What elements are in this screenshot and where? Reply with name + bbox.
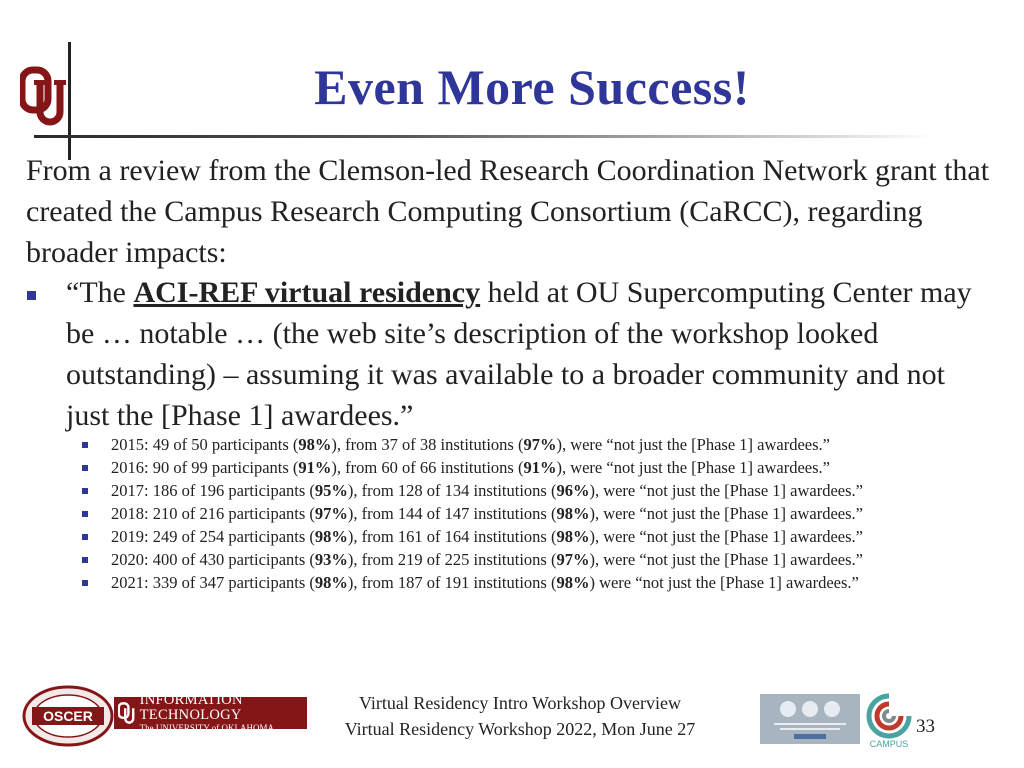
svg-text:CAMPUS: CAMPUS	[869, 739, 909, 749]
bullet-icon	[82, 465, 88, 471]
participants-percent: 91%	[298, 458, 332, 477]
participants-percent: 98%	[298, 435, 332, 454]
ou-mark-icon	[118, 699, 136, 727]
stats-item-2017: 2017: 186 of 196 participants (95%), from 128 of 134 institutions (96%), were “not just the [Phase 1] awardees.”	[78, 479, 1008, 502]
stats-item-2015: 2015: 49 of 50 participants (98%), from 37 of 38 institutions (97%), were “not just the [Phase 1] awardees.”	[78, 433, 1008, 456]
participants-percent: 98%	[314, 573, 348, 592]
bullet-icon	[82, 534, 88, 540]
participants-percent: 93%	[314, 550, 348, 569]
svg-text:OSCER: OSCER	[43, 708, 93, 724]
it-logo-subtitle: The UNIVERSITY of OKLAHOMA	[139, 723, 275, 733]
institutions-percent: 97%	[556, 550, 590, 569]
footer-line-2: Virtual Residency Workshop 2022, Mon June 27	[344, 719, 696, 739]
participants-percent: 95%	[314, 481, 348, 500]
aci-ref-logo-icon	[760, 694, 860, 744]
bullet-icon	[82, 511, 88, 517]
institutions-percent: 96%	[556, 481, 590, 500]
bullet-icon	[82, 442, 88, 448]
oscer-logo-icon	[22, 685, 114, 747]
stats-item-2021: 2021: 339 of 347 participants (98%), from 187 of 191 institutions (98%) were “not just the [Phase 1] awardees.”	[78, 571, 1008, 594]
bullet-icon	[82, 488, 88, 494]
quote-rest: held at OU Supercomputing Center may be … notable … (the web site’s description of the workshop looked outstanding) – assuming it was available to a broader community and not just the [Phase 1] awardees.”	[66, 276, 972, 432]
bullet-icon	[82, 580, 88, 586]
header-horizontal-rule	[34, 135, 934, 138]
aci-ref-link[interactable]: ACI-REF virtual residency	[133, 276, 481, 309]
campus-champions-logo-icon	[865, 692, 913, 756]
stats-item-2019: 2019: 249 of 254 participants (98%), from 161 of 164 institutions (98%), were “not just the [Phase 1] awardees.”	[78, 525, 1008, 548]
footer-text	[300, 690, 740, 742]
institutions-percent: 97%	[523, 435, 557, 454]
participants-percent: 98%	[314, 527, 348, 546]
institutions-percent: 91%	[523, 458, 557, 477]
participants-percent: 97%	[314, 504, 348, 523]
intro-paragraph: From a review from the Clemson-led Research Coordination Network grant that created the Campus Research Computing Consortium (CaRCC), regarding broader impacts:	[26, 154, 990, 269]
it-logo	[114, 692, 307, 733]
institutions-percent: 98%	[556, 504, 590, 523]
stats-list	[78, 433, 1008, 594]
footer-line-1: Virtual Residency Intro Workshop Overview	[358, 693, 682, 713]
quote-open: “The	[66, 276, 134, 309]
slide-title: Even More Success!	[314, 59, 750, 115]
institutions-percent: 98%	[556, 573, 590, 592]
stats-item-2016: 2016: 90 of 99 participants (91%), from 60 of 66 institutions (91%), were “not just the [Phase 1] awardees.”	[78, 456, 1008, 479]
quote-bullet-icon	[27, 291, 36, 300]
institutions-percent: 98%	[556, 527, 590, 546]
bullet-icon	[82, 557, 88, 563]
review-quote	[66, 272, 986, 436]
stats-item-2018: 2018: 210 of 216 participants (97%), from 144 of 147 institutions (98%), were “not just the [Phase 1] awardees.”	[78, 502, 1008, 525]
page-number: 33	[916, 716, 935, 737]
stats-item-2020: 2020: 400 of 430 participants (93%), from 219 of 225 institutions (97%), were “not just the [Phase 1] awardees.”	[78, 548, 1008, 571]
it-logo-title: INFORMATION TECHNOLOGY	[139, 692, 243, 723]
